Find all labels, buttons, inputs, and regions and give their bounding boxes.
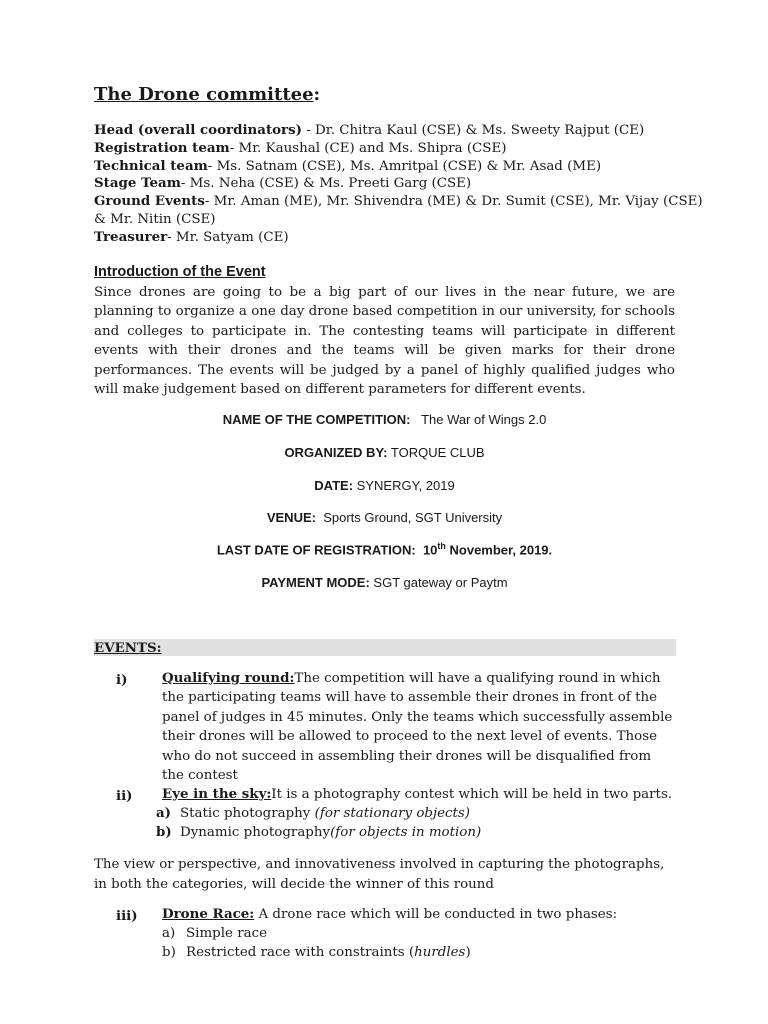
info-payment: PAYMENT MODE: SGT gateway or Paytm bbox=[261, 575, 508, 590]
event-eye-in-the-sky: Eye in the sky:It is a photography contest which will be held in two parts. bbox=[162, 786, 673, 802]
info-date: DATE: SYNERGY, 2019 bbox=[314, 478, 455, 493]
committee-row: & Mr. Nitin (CSE) bbox=[94, 211, 216, 227]
intro-body: Since drones are going to be a big part of our lives in the near future, we are planning to organize a one day drone based competition in our university, for schools and colleges to participate in. The contesting teams will participate in different events with their drones and the teams will be given marks for their drone performances. The events will be judged by a panel of highly qualified judges who will make judgement based on different parameters for different events. bbox=[94, 285, 675, 398]
event-qualifying-round: Qualifying round:The competition will have a qualifying round in which the participating teams will have to assemble their drones in front of the panel of judges in 45 minutes. Only the teams which successfully assemble their drones will be allowed to proceed to the next level of events. Those who do not succeed in assembling their drones will be disqualified from the contest bbox=[162, 670, 673, 784]
events-heading: EVENTS: bbox=[94, 640, 162, 656]
list-item: b) Restricted race with constraints (hurdles) bbox=[162, 945, 471, 960]
committee-row: Ground Events- Mr. Aman (ME), Mr. Shivendra (ME) & Dr. Sumit (CSE), Mr. Vijay (CSE) bbox=[94, 193, 703, 210]
event-number: iii) bbox=[116, 908, 138, 924]
committee-row: Registration team- Mr. Kaushal (CE) and Ms. Shipra (CSE) bbox=[94, 139, 507, 156]
event-number: i) bbox=[116, 672, 128, 688]
committee-row: Treasurer- Mr. Satyam (CE) bbox=[94, 228, 289, 245]
eye-in-the-sky-paragraph: The view or perspective, and innovativeness involved in capturing the photographs, in both the categories, will decide the winner of this round bbox=[94, 857, 665, 892]
committee-list bbox=[94, 122, 703, 247]
info-competition: NAME OF THE COMPETITION: The War of Wings 2.0 bbox=[222, 412, 547, 427]
info-organized: ORGANIZED BY: TORQUE CLUB bbox=[284, 445, 485, 460]
event-number: ii) bbox=[116, 788, 133, 804]
events-heading-bar bbox=[94, 639, 676, 656]
committee-row: Head (overall coordinators) - Dr. Chitra Kaul (CSE) & Ms. Sweety Rajput (CE) bbox=[94, 122, 645, 138]
list-item: b) Dynamic photography(for objects in motion) bbox=[156, 824, 482, 840]
committee-row: Technical team- Ms. Satnam (CSE), Ms. Amritpal (CSE) & Mr. Asad (ME) bbox=[94, 157, 602, 174]
intro-heading: Introduction of the Event bbox=[94, 264, 266, 280]
list-item: a) Simple race bbox=[162, 926, 267, 941]
list-item: a) Static photography (for stationary objects) bbox=[156, 805, 471, 821]
page-title-text: The Drone committee bbox=[94, 84, 314, 105]
committee-row: Stage Team- Ms. Neha (CSE) & Ms. Preeti Garg (CSE) bbox=[94, 175, 472, 192]
info-venue: VENUE: Sports Ground, SGT University bbox=[266, 510, 503, 525]
page-title: The Drone committee: bbox=[94, 84, 321, 105]
info-last-date: LAST DATE OF REGISTRATION: 10th November, 2019. bbox=[216, 541, 553, 558]
event-drone-race: Drone Race: A drone race which will be conducted in two phases: bbox=[162, 906, 618, 922]
